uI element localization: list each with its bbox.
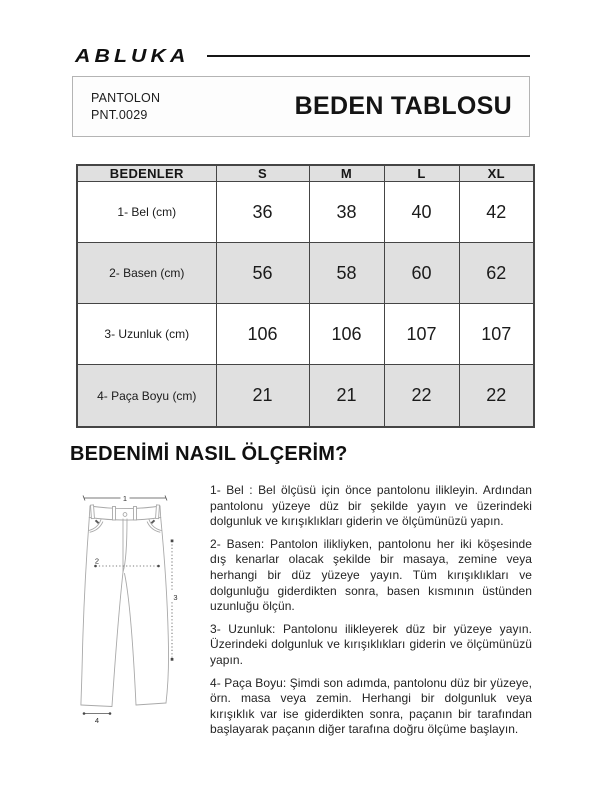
- col-header-xl: XL: [459, 165, 534, 182]
- col-header-l: L: [384, 165, 459, 182]
- cell-value: 42: [459, 182, 534, 243]
- sheet-title: BEDEN TABLOSU: [294, 92, 512, 120]
- step-2-basen: 2- Basen: Pantolon ilikliyken, pantolonu her iki köşesinde dış kenarlar olacak şekilde bir masaya, zemine veya herhangi bir düz yüzeye yayın. Tüm kırışıklıkları ve dolgunluğu giderdikten sonra, basen kısmının üstünden uzunluğu ölçün.: [210, 536, 532, 614]
- measurement-endpoints: [83, 540, 174, 715]
- table-row-uzunluk: [77, 304, 534, 365]
- product-header-box: [72, 76, 530, 137]
- pocket-right: [149, 520, 161, 531]
- pants-diagram: [80, 492, 186, 726]
- cell-value: 36: [216, 182, 309, 243]
- marker-1: 1: [122, 494, 128, 503]
- size-table: [76, 164, 535, 428]
- table-row-basen: [77, 243, 534, 304]
- step-1-bel: 1- Bel : Bel ölçüsü için önce pantolonu ilikleyin. Ardından pantolonu yüzeye düz bir şekilde yayın ve üzerindeki dolgunluk ve kırışıklıkları giderin ve ölçümünüzü yapın.: [210, 483, 532, 529]
- brand-logo: ABLUKA: [75, 45, 190, 66]
- row-label: 1- Bel (cm): [77, 182, 216, 243]
- cell-value: 106: [309, 304, 384, 365]
- guide-heading: BEDENİMİ NASIL ÖLÇERİM?: [70, 443, 348, 465]
- cell-value: 21: [216, 365, 309, 427]
- cell-value: 58: [309, 243, 384, 304]
- cell-value: 38: [309, 182, 384, 243]
- col-header-s: S: [216, 165, 309, 182]
- cell-value: 40: [384, 182, 459, 243]
- measure-steps: [210, 483, 532, 745]
- col-header-m: M: [309, 165, 384, 182]
- cell-value: 107: [384, 304, 459, 365]
- measurement-lines: [83, 496, 172, 714]
- cell-value: 56: [216, 243, 309, 304]
- table-row-bel: [77, 182, 534, 243]
- product-code: PNT.0029: [91, 107, 148, 122]
- pants-diagram-svg: [80, 492, 186, 726]
- cell-value: 62: [459, 243, 534, 304]
- header-rule: [207, 55, 530, 57]
- cell-value: 22: [384, 365, 459, 427]
- table-row-paca-boyu: [77, 365, 534, 427]
- row-label: 4- Paça Boyu (cm): [77, 365, 216, 427]
- marker-2: 2: [94, 556, 100, 566]
- cell-value: 60: [384, 243, 459, 304]
- cell-value: 22: [459, 365, 534, 427]
- col-header-bedenler: BEDENLER: [77, 165, 216, 182]
- fly-button: [123, 513, 127, 517]
- pants-outline: [81, 505, 169, 707]
- product-type: PANTOLON: [91, 90, 161, 105]
- table-header-row: [77, 165, 534, 182]
- product-meta: [91, 90, 160, 124]
- step-4-paca-boyu: 4- Paça Boyu: Şimdi son adımda, pantolonu düz bir yüzeye, örn. masa veya zemin. Herhangi bir dolgunluk veya kırışıklık var ise giderdikten sonra, paçanın bir tarafından başlayarak paçanın diğer tarafına doğru ölçüme başlayın.: [210, 675, 532, 737]
- cell-value: 107: [459, 304, 534, 365]
- brand-header: [75, 46, 530, 66]
- cell-value: 21: [309, 365, 384, 427]
- row-label: 3- Uzunluk (cm): [77, 304, 216, 365]
- pocket-stitches: [96, 520, 155, 523]
- marker-3: 3: [173, 593, 178, 602]
- cell-value: 106: [216, 304, 309, 365]
- marker-4: 4: [94, 716, 100, 725]
- pocket-left: [89, 520, 101, 531]
- row-label: 2- Basen (cm): [77, 243, 216, 304]
- step-3-uzunluk: 3- Uzunluk: Pantolonu ilikleyerek düz bir yüzeye yayın. Üzerindeki dolgunluk ve kırışıklıkları giderin ve ölçümünüzü yapın.: [210, 621, 532, 667]
